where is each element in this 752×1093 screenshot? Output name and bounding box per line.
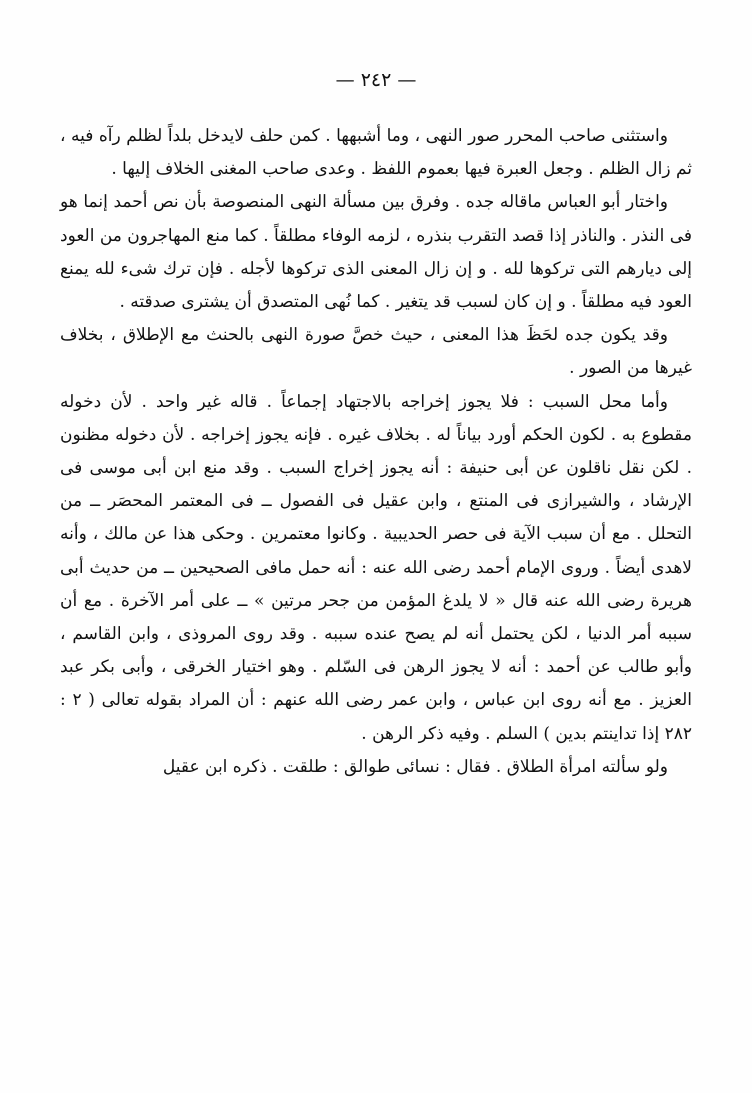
page-body-text (60, 120, 692, 784)
paragraph-5: ولو سألته امرأة الطلاق . فقال : نسائى طوالق : طلقت . ذكره ابن عقيل (162, 756, 668, 777)
paragraph-2: واختار أبو العباس ماقاله جده . وفرق بين مسألة النهى المنصوصة بأن نص أحمد إنما هو فى النذر . والناذر إذا قصد التقرب بنذره ، لزمه الوفاء مطلقاً . كما منع المهاجرون من العود إلى ديارهم التى تركوها لله . و إن زال المعنى الذى تركوها لأجله . فإن ترك شىء لله يمنع العود فيه مطلقاً . و إن كان لسبب قد يتغير . كما نُهى المتصدق أن يشترى صدقته . (60, 192, 692, 313)
page-number: — ٢٤٢ — (335, 69, 417, 91)
paragraph-3: وقد يكون جده لحَظَ هذا المعنى ، حيث خصَّ صورة النهى بالحنث مع الإطلاق ، بخلاف غيرها من الصور . (60, 325, 692, 379)
paragraph-1: واستثنى صاحب المحرر صور النهى ، وما أشبهها . كمن حلف لايدخل بلداً لظلم رآه فيه ، ثم زال الظلم . وجعل العبرة فيها بعموم اللفظ . وعدى صاحب المغنى الخلاف إليها . (60, 126, 692, 180)
paragraph-4: وأما محل السبب : فلا يجوز إخراجه بالاجتهاد إجماعاً . قاله غير واحد . لأن دخوله مقطوع به . لكون الحكم أورد بياناً له . بخلاف غيره . فإنه يجوز إخراجه . لأن دخوله مظنون . لكن نقل ناقلون عن أبى حنيفة : أنه يجوز إخراج السبب . وقد منع ابن أبى موسى فى الإرشاد ، والشيرازى فى المنتع ، وابن عقيل فى الفصول ــ فى المعتمر المحصَر ــ من التحلل . مع أن سبب الآية فى حصر الحديبية . وكانوا معتمرين . وحكى هذا عن مالك ، وأنه لاهدى أيضاً . وروى الإمام أحمد رضى الله عنه : أنه حمل مافى الصحيحين ــ من حديث أبى هريرة رضى الله عنه قال « لا يلدغ المؤمن من جحر مرتين » ــ على أمر الآخرة . مع أن سببه أمر الدنيا ، لكن يحتمل أنه لم يصح عنده سببه . وقد روى المروذى ، وابن القاسم ، وأبو طالب عن أحمد : أنه لا يجوز الرهن فى السّلم . وهو اختيار الخرقى ، وأبى بكر عبد العزيز . مع أنه روى ابن عباس ، وابن عمر رضى الله عنهم : أن المراد بقوله تعالى ( ٢ : ٢٨٢ إذا تداينتم بدين ) السلم . وفيه ذكر الرهن . (60, 391, 693, 744)
